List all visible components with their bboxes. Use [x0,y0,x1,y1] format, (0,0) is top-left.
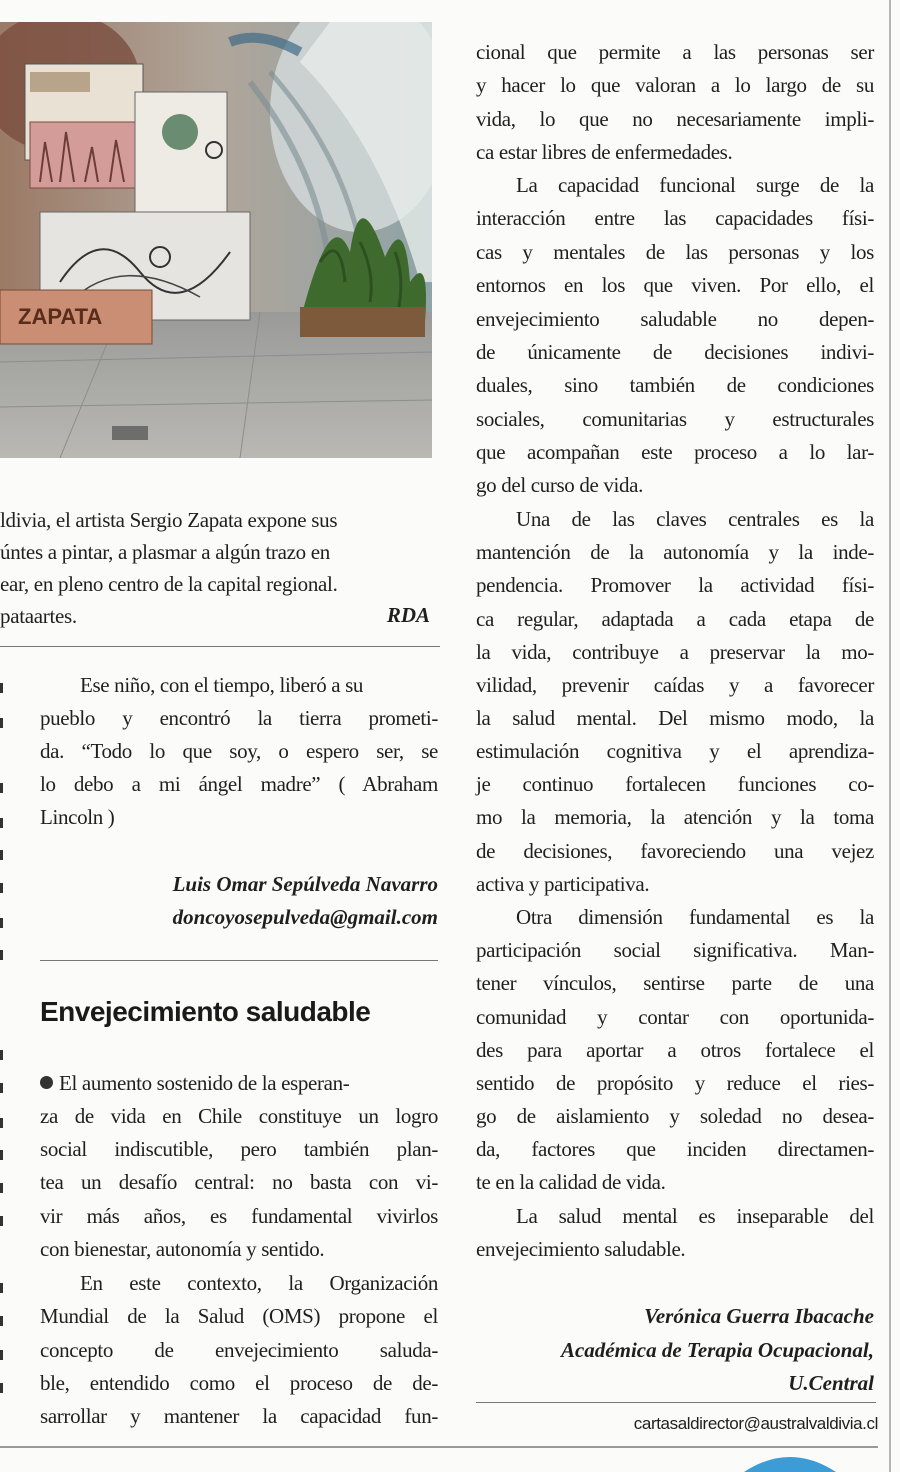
article-line: duales, sino también de condiciones [476,373,874,397]
article-line: entornos en los que viven. Por ello, el [476,273,874,297]
article-line: vilidad, prevenir caídas y a favorecer [476,673,874,697]
article-line: za de vida en Chile constituye un logro [40,1104,438,1128]
article-line: activa y participativa. [476,872,650,896]
page-edge [889,0,891,1472]
article-line: go de aislamiento y soledad no desea- [476,1104,874,1128]
margin-tick [0,818,3,828]
wooden-sign-text: ZAPATA [18,304,103,329]
article-line: sentido de propósito y reduce el ries- [476,1071,874,1095]
margin-tick [0,783,3,793]
article-line: sarrollar y mantener la capacidad fun- [40,1404,438,1428]
article-line: comunidad y contar con oportunida- [476,1005,874,1029]
article-line: y hacer lo que valoran a lo largo de su [476,73,874,97]
margin-tick [0,950,3,960]
article-title: Envejecimiento saludable [40,996,371,1027]
photo-illustration [0,22,432,458]
article-author-institution: U.Central [788,1371,874,1395]
article-line: participación social significativa. Man- [476,938,874,962]
article-line: tea un desafío central: no basta con vi- [40,1170,438,1194]
margin-tick [0,1083,3,1093]
article-line: des para aportar a otros fortalece el [476,1038,874,1062]
margin-tick [0,883,3,893]
margin-tick [0,918,3,928]
margin-tick [0,1216,3,1226]
article-line: El aumento sostenido de la esperan- [40,1067,438,1100]
letter-line: da. “Todo lo que soy, o espero ser, se [40,739,438,763]
page-bottom-rule [0,1446,878,1448]
margin-tick [0,1350,3,1360]
article-line: estimulación cognitiva y el aprendiza- [476,739,874,763]
article-line: con bienestar, autonomía y sentido. [40,1237,325,1261]
article-line: te en la calidad de vida. [476,1170,666,1194]
article-line: envejecimiento saludable. [476,1237,686,1261]
margin-tick [0,718,3,728]
letter-line: Ese niño, con el tiempo, liberó a su [80,673,364,697]
article-line: cional que permite a las personas ser [476,40,874,64]
article-line: En este contexto, la Organización [80,1271,438,1295]
publisher-logo-icon [740,1452,840,1472]
photo-credit: RDA [386,603,430,627]
article-line: ca estar libres de enfermedades. [476,140,733,164]
margin-tick [0,1050,3,1060]
bullet-icon [40,1076,53,1089]
margin-tick [0,1118,3,1128]
article-line: da, factores que inciden directamen- [476,1137,874,1161]
article-line: cas y mentales de las personas y los [476,240,874,264]
article-line: vida, lo que no necesariamente impli- [476,107,874,131]
article-line: Una de las claves centrales es la [516,507,874,531]
article-line: vir más años, es fundamental vivirlos [40,1204,438,1228]
article-author-role: Académica de Terapia Ocupacional, [560,1338,874,1362]
letter-divider [40,960,438,961]
photo-caption [0,504,435,632]
letter-line: lo debo a mi ángel madre” ( Abraham [40,772,438,796]
article-line: je continuo fortalecen funciones co- [476,772,874,796]
article-line: Otra dimensión fundamental es la [516,905,874,929]
caption-line: ear, en pleno centro de la capital regional. [0,572,338,596]
caption-divider [0,646,440,647]
letter-line: Lincoln ) [40,805,115,829]
article-line: social indiscutible, pero también plan- [40,1137,438,1161]
article-line: La capacidad funcional surge de la [516,173,874,197]
margin-tick [0,850,3,860]
caption-line: ldivia, el artista Sergio Zapata expone sus [0,508,338,532]
letter-email: doncoyosepulveda@gmail.com [172,905,438,929]
footer-email: cartasaldirector@australvaldivia.cl [633,1414,878,1433]
margin-tick [0,1383,3,1393]
signature-divider [476,1402,876,1403]
article-line: que acompañan este proceso a lo lar- [476,440,874,464]
article-author: Verónica Guerra Ibacache [644,1304,874,1328]
article-line: de únicamente de decisiones indivi- [476,340,874,364]
article-line: La salud mental es inseparable del [516,1204,874,1228]
caption-line: pataartes. [0,604,77,628]
letter-line: pueblo y encontró la tierra prometi- [40,706,438,730]
article-line: ca regular, adaptada a cada etapa de [476,607,874,631]
article-line: la vida, contribuye a preservar la mo- [476,640,874,664]
margin-tick [0,683,3,693]
article-line: go del curso de vida. [476,473,644,497]
margin-tick [0,1150,3,1160]
article-line: mo la memoria, la atención y la toma [476,805,874,829]
article-line: envejecimiento saludable no depen- [476,307,874,331]
street-art-photo [0,22,432,458]
margin-tick [0,1183,3,1193]
margin-tick [0,1283,3,1293]
article-line: concepto de envejecimiento saluda- [40,1338,438,1362]
article-line: de decisiones, favoreciendo una vejez [476,839,874,863]
article-line: tener vínculos, sentirse parte de una [476,971,874,995]
article-line: la salud mental. Del mismo modo, la [476,706,874,730]
letter-author: Luis Omar Sepúlveda Navarro [172,872,438,896]
article-line: interacción entre las capacidades físi- [476,206,874,230]
article-line: ble, entendido como el proceso de de- [40,1371,438,1395]
article-line: Mundial de la Salud (OMS) propone el [40,1304,438,1328]
article-line: sociales, comunitarias y estructurales [476,407,874,431]
article-line: pendencia. Promover la actividad físi- [476,573,874,597]
margin-tick [0,1316,3,1326]
article-line: mantención de la autonomía y la inde- [476,540,874,564]
caption-line: úntes a pintar, a plasmar a algún trazo en [0,540,331,564]
